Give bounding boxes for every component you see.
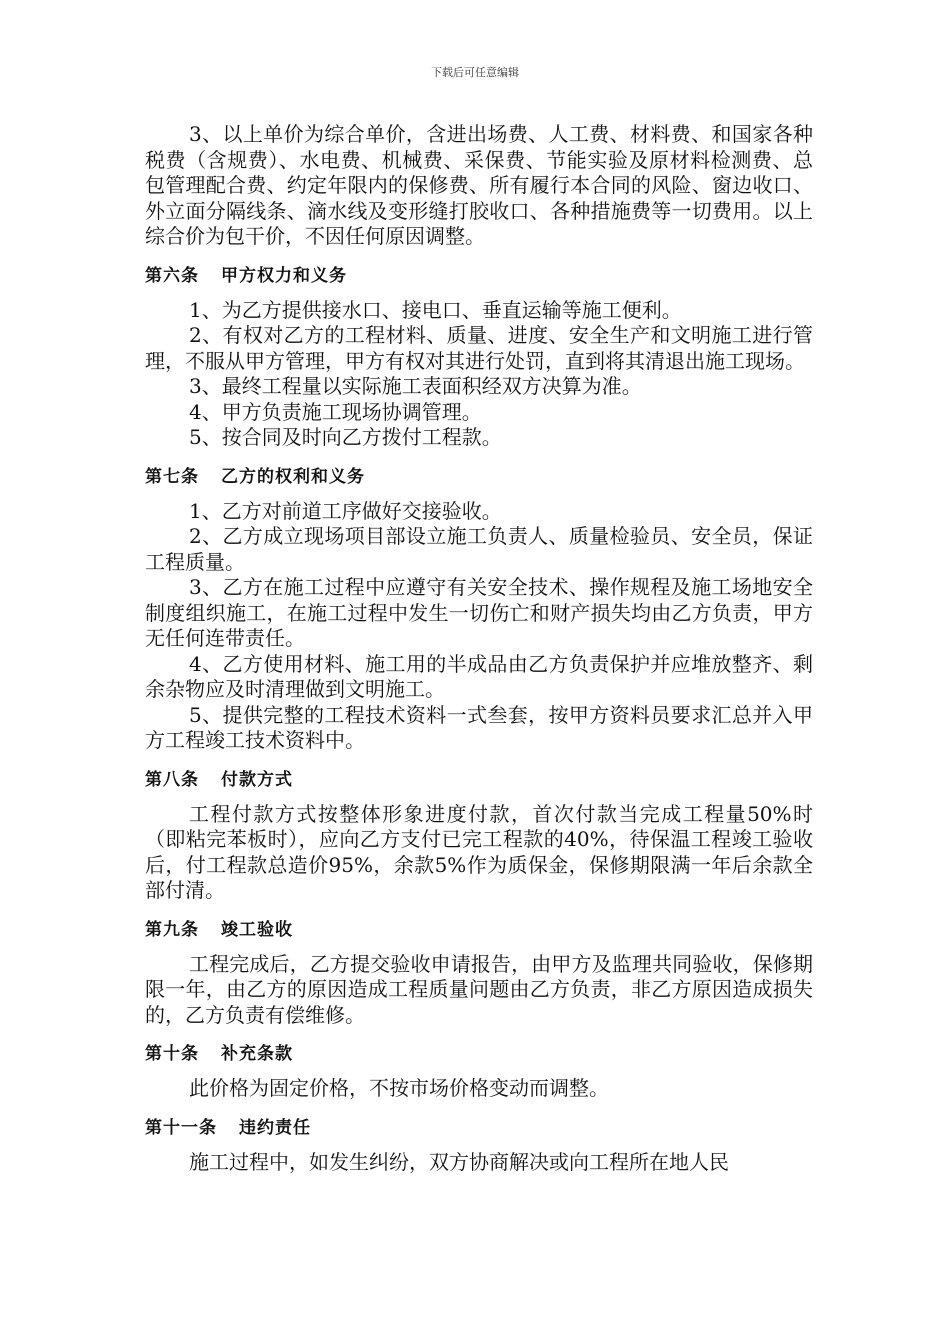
section-number: 第十条	[145, 1044, 199, 1064]
paragraph: 5、按合同及时向乙方拨付工程款。	[189, 425, 502, 449]
section-number: 第七条	[145, 466, 199, 487]
section-title: 甲方权力和义务	[221, 265, 347, 286]
paragraph: 工程完成后，乙方提交验收申请报告，由甲方及监理共同验收，保修期限一年，由乙方的原因造成工程质量问题由乙方负责，非乙方原因造成损失的，乙方负责有偿维修。	[145, 951, 813, 1027]
page-header: 下载后可任意编辑	[431, 66, 519, 79]
paragraph: 施工过程中，如发生纠纷，双方协商解决或向工程所在地人民	[189, 1149, 729, 1174]
paragraph: 5、提供完整的工程技术资料一式叁套，按甲方资料员要求汇总并入甲方工程竣工技术资料中。	[145, 702, 813, 752]
section-title: 乙方的权利和义务	[221, 466, 365, 487]
section-heading	[145, 1042, 813, 1066]
intro-section	[145, 122, 813, 250]
section-title: 竣工验收	[221, 919, 293, 940]
section-number: 第九条	[145, 919, 199, 940]
paragraph: 4、乙方使用材料、施工用的半成品由乙方负责保护并应堆放整齐、剩余杂物应及时清理做到文明施工。	[145, 651, 813, 701]
paragraph: 1、为乙方提供接水口、接电口、垂直运输等施工便利。	[189, 297, 682, 322]
document-body	[145, 122, 813, 1175]
section-heading	[145, 264, 813, 288]
section-heading	[145, 465, 813, 489]
paragraph: 此价格为固定价格，不按市场价格变动而调整。	[189, 1076, 609, 1100]
paragraph: 3、最终工程量以实际施工表面积经双方决算为准。	[189, 374, 642, 398]
section-7	[145, 465, 813, 754]
paragraph: 1、乙方对前道工序做好交接验收。	[189, 498, 502, 523]
section-title: 付款方式	[221, 769, 293, 790]
section-title: 违约责任	[239, 1117, 311, 1138]
section-number: 第八条	[145, 769, 199, 790]
section-9	[145, 918, 813, 1029]
section-11	[145, 1116, 813, 1176]
paragraph: 3、乙方在施工过程中应遵守有关安全技术、操作规程及施工场地安全制度组织施工，在施工过程中发生一切伤亡和财产损失均由乙方负责，甲方无任何连带责任。	[145, 575, 813, 650]
section-heading	[145, 768, 813, 792]
section-6	[145, 264, 813, 451]
section-heading	[145, 918, 813, 942]
paragraph: 4、甲方负责施工现场协调管理。	[189, 399, 482, 424]
section-8	[145, 768, 813, 904]
section-number: 第六条	[145, 265, 199, 286]
paragraph: 3、以上单价为综合单价，含进出场费、人工费、材料费、和国家各种税费（含规费）、水电费、机械费、采保费、节能实验及原材料检测费、总包管理配合费、约定年限内的保修费、所有履行本合同的风险、窗边收口、外立面分隔线条、滴水线及变形缝打胶收口、各种措施费等一切费用。以上综合价为包干价，不因任何原因调整。	[145, 122, 813, 248]
section-10	[145, 1042, 813, 1102]
section-heading	[145, 1116, 813, 1140]
paragraph: 2、乙方成立现场项目部设立施工负责人、质量检验员、安全员，保证工程质量。	[145, 524, 813, 574]
paragraph: 2、有权对乙方的工程材料、质量、进度、安全生产和文明施工进行管理，不服从甲方管理，甲方有权对其进行处罚，直到将其清退出施工现场。	[145, 323, 813, 373]
paragraph: 工程付款方式按整体形象进度付款，首次付款当完成工程量50%时（即粘完苯板时），应向乙方支付已完工程款的40%，待保温工程竣工验收后，付工程款总造价95%，余款5%作为质保金，保修期限满一年后余款全部付清。	[145, 801, 813, 902]
section-title: 补充条款	[221, 1044, 293, 1064]
section-number: 第十一条	[145, 1117, 217, 1138]
